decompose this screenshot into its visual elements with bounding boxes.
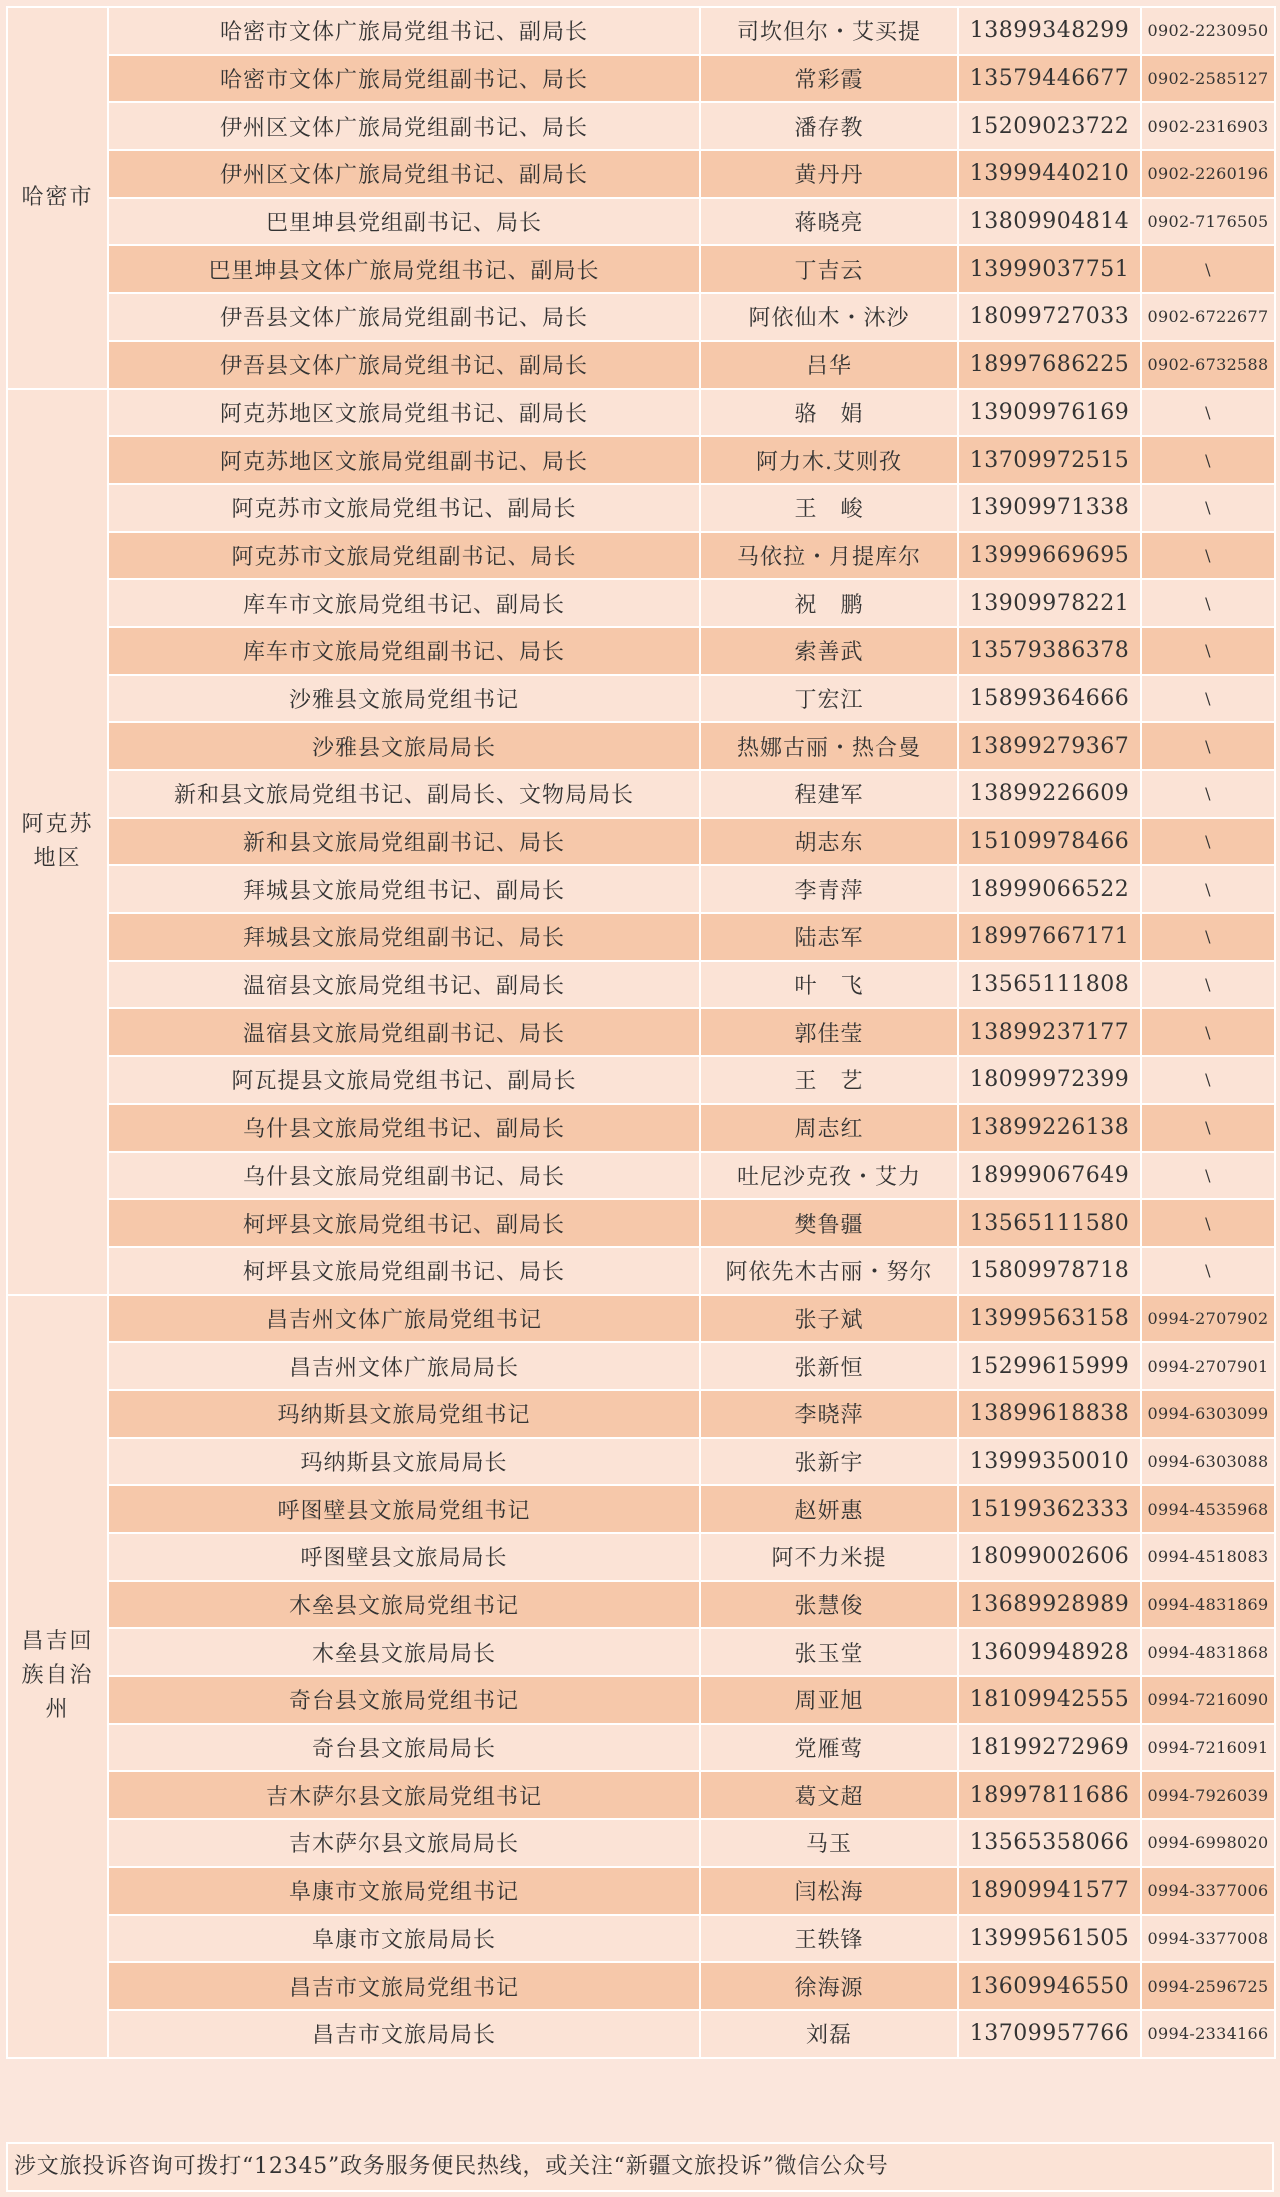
landline-cell: 0902-2230950 — [1141, 7, 1275, 55]
landline-cell: \ — [1141, 818, 1275, 866]
person-name-cell: 祝 鹏 — [700, 579, 958, 627]
mobile-cell: 13899279367 — [958, 722, 1141, 770]
landline-cell: 0994-7926039 — [1141, 1771, 1275, 1819]
position-cell: 呼图壁县文旅局党组书记 — [108, 1485, 700, 1533]
mobile-cell: 13709957766 — [958, 2010, 1141, 2058]
table-row — [7, 389, 1275, 437]
position-cell: 巴里坤县文体广旅局党组书记、副局长 — [108, 245, 700, 293]
mobile-cell: 13609948928 — [958, 1628, 1141, 1676]
mobile-cell: 15109978466 — [958, 818, 1141, 866]
person-name-cell: 阿依先木古丽・努尔 — [700, 1247, 958, 1295]
landline-cell: \ — [1141, 1056, 1275, 1104]
position-cell: 阜康市文旅局党组书记 — [108, 1867, 700, 1915]
position-cell: 伊吾县文体广旅局党组书记、副局长 — [108, 341, 700, 389]
position-cell: 新和县文旅局党组书记、副局长、文物局局长 — [108, 770, 700, 818]
person-name-cell: 王轶锋 — [700, 1915, 958, 1963]
table-row — [7, 913, 1275, 961]
landline-cell: 0994-4535968 — [1141, 1485, 1275, 1533]
mobile-cell: 13909976169 — [958, 389, 1141, 437]
table-row — [7, 1628, 1275, 1676]
region-cell — [7, 1295, 108, 2058]
position-cell: 哈密市文体广旅局党组书记、副局长 — [108, 7, 700, 55]
position-cell: 沙雅县文旅局局长 — [108, 722, 700, 770]
mobile-cell: 18109942555 — [958, 1676, 1141, 1724]
landline-cell: \ — [1141, 961, 1275, 1009]
position-cell: 阜康市文旅局局长 — [108, 1915, 700, 1963]
position-cell: 玛纳斯县文旅局党组书记 — [108, 1390, 700, 1438]
landline-cell: \ — [1141, 865, 1275, 913]
person-name-cell: 樊鲁疆 — [700, 1199, 958, 1247]
mobile-cell: 13689928989 — [958, 1581, 1141, 1629]
table-body — [7, 7, 1275, 2058]
person-name-cell: 刘磊 — [700, 2010, 958, 2058]
mobile-cell: 13899226138 — [958, 1104, 1141, 1152]
person-name-cell: 闫松海 — [700, 1867, 958, 1915]
person-name-cell: 王 艺 — [700, 1056, 958, 1104]
position-cell: 伊吾县文体广旅局党组副书记、局长 — [108, 293, 700, 341]
table-row — [7, 7, 1275, 55]
mobile-cell: 13999350010 — [958, 1438, 1141, 1486]
position-cell: 玛纳斯县文旅局局长 — [108, 1438, 700, 1486]
mobile-cell: 15299615999 — [958, 1342, 1141, 1390]
landline-cell: 0994-3377008 — [1141, 1915, 1275, 1963]
position-cell: 昌吉市文旅局党组书记 — [108, 1962, 700, 2010]
mobile-cell: 13565358066 — [958, 1819, 1141, 1867]
table-row — [7, 961, 1275, 1009]
mobile-cell: 13899348299 — [958, 7, 1141, 55]
person-name-cell: 胡志东 — [700, 818, 958, 866]
mobile-cell: 15809978718 — [958, 1247, 1141, 1295]
position-cell: 沙雅县文旅局党组书记 — [108, 675, 700, 723]
mobile-cell: 18997667171 — [958, 913, 1141, 961]
table-row — [7, 1342, 1275, 1390]
table-row — [7, 1056, 1275, 1104]
mobile-cell: 13899618838 — [958, 1390, 1141, 1438]
table-row — [7, 1199, 1275, 1247]
person-name-cell: 张玉堂 — [700, 1628, 958, 1676]
mobile-cell: 13709972515 — [958, 436, 1141, 484]
table-row — [7, 722, 1275, 770]
landline-cell: 0902-7176505 — [1141, 198, 1275, 246]
landline-cell: 0994-6998020 — [1141, 1819, 1275, 1867]
person-name-cell: 徐海源 — [700, 1962, 958, 2010]
person-name-cell: 王 峻 — [700, 484, 958, 532]
landline-cell: 0994-7216091 — [1141, 1724, 1275, 1772]
person-name-cell: 周亚旭 — [700, 1676, 958, 1724]
landline-cell: 0994-2707902 — [1141, 1295, 1275, 1343]
mobile-cell: 15899364666 — [958, 675, 1141, 723]
person-name-cell: 丁宏江 — [700, 675, 958, 723]
position-cell: 乌什县文旅局党组书记、副局长 — [108, 1104, 700, 1152]
mobile-cell: 18099972399 — [958, 1056, 1141, 1104]
position-cell: 新和县文旅局党组副书记、局长 — [108, 818, 700, 866]
landline-cell: 0902-2585127 — [1141, 55, 1275, 103]
landline-cell: \ — [1141, 1199, 1275, 1247]
person-name-cell: 张慧俊 — [700, 1581, 958, 1629]
person-name-cell: 葛文超 — [700, 1771, 958, 1819]
landline-cell: \ — [1141, 913, 1275, 961]
position-cell: 吉木萨尔县文旅局局长 — [108, 1819, 700, 1867]
landline-cell: 0994-6303088 — [1141, 1438, 1275, 1486]
position-cell: 库车市文旅局党组副书记、局长 — [108, 627, 700, 675]
position-cell: 昌吉州文体广旅局党组书记 — [108, 1295, 700, 1343]
position-cell: 吉木萨尔县文旅局党组书记 — [108, 1771, 700, 1819]
table-row — [7, 1008, 1275, 1056]
footer-note: 涉文旅投诉咨询可拨打“12345”政务服务便民热线，或关注“新疆文旅投诉”微信公众号 — [6, 2142, 1274, 2192]
person-name-cell: 索善武 — [700, 627, 958, 675]
position-cell: 昌吉市文旅局局长 — [108, 2010, 700, 2058]
table-row — [7, 293, 1275, 341]
mobile-cell: 13999563158 — [958, 1295, 1141, 1343]
table-row — [7, 865, 1275, 913]
table-row — [7, 484, 1275, 532]
position-cell: 阿瓦提县文旅局党组书记、副局长 — [108, 1056, 700, 1104]
table-row — [7, 1247, 1275, 1295]
table-row — [7, 245, 1275, 293]
region-name: 哈密市 — [21, 184, 94, 210]
landline-cell: 0902-2316903 — [1141, 102, 1275, 150]
mobile-cell: 13999669695 — [958, 532, 1141, 580]
position-cell: 奇台县文旅局党组书记 — [108, 1676, 700, 1724]
mobile-cell: 13579446677 — [958, 55, 1141, 103]
mobile-cell: 18999066522 — [958, 865, 1141, 913]
person-name-cell: 陆志军 — [700, 913, 958, 961]
person-name-cell: 李晓萍 — [700, 1390, 958, 1438]
person-name-cell: 吐尼沙克孜・艾力 — [700, 1152, 958, 1200]
table-row — [7, 1867, 1275, 1915]
position-cell: 巴里坤县党组副书记、局长 — [108, 198, 700, 246]
landline-cell: \ — [1141, 722, 1275, 770]
mobile-cell: 15209023722 — [958, 102, 1141, 150]
position-cell: 哈密市文体广旅局党组副书记、局长 — [108, 55, 700, 103]
table-row — [7, 150, 1275, 198]
region-name: 阿克苏地区 — [21, 811, 94, 871]
position-cell: 拜城县文旅局党组书记、副局长 — [108, 865, 700, 913]
table-row — [7, 55, 1275, 103]
position-cell: 阿克苏地区文旅局党组书记、副局长 — [108, 389, 700, 437]
table-row — [7, 1295, 1275, 1343]
person-name-cell: 阿不力米提 — [700, 1533, 958, 1581]
mobile-cell: 13565111580 — [958, 1199, 1141, 1247]
mobile-cell: 18099727033 — [958, 293, 1141, 341]
landline-cell: 0902-6722677 — [1141, 293, 1275, 341]
person-name-cell: 郭佳莹 — [700, 1008, 958, 1056]
table-row — [7, 1915, 1275, 1963]
landline-cell: \ — [1141, 1008, 1275, 1056]
table-row — [7, 1771, 1275, 1819]
person-name-cell: 叶 飞 — [700, 961, 958, 1009]
position-cell: 温宿县文旅局党组副书记、局长 — [108, 1008, 700, 1056]
landline-cell: \ — [1141, 245, 1275, 293]
person-name-cell: 张子斌 — [700, 1295, 958, 1343]
mobile-cell: 18997686225 — [958, 341, 1141, 389]
position-cell: 柯坪县文旅局党组书记、副局长 — [108, 1199, 700, 1247]
person-name-cell: 潘存教 — [700, 102, 958, 150]
position-cell: 呼图壁县文旅局局长 — [108, 1533, 700, 1581]
mobile-cell: 18999067649 — [958, 1152, 1141, 1200]
person-name-cell: 党雁莺 — [700, 1724, 958, 1772]
landline-cell: 0994-2596725 — [1141, 1962, 1275, 2010]
position-cell: 奇台县文旅局局长 — [108, 1724, 700, 1772]
table-row — [7, 436, 1275, 484]
person-name-cell: 黄丹丹 — [700, 150, 958, 198]
person-name-cell: 蒋晓亮 — [700, 198, 958, 246]
person-name-cell: 热娜古丽・热合曼 — [700, 722, 958, 770]
region-cell — [7, 7, 108, 389]
position-cell: 伊州区文体广旅局党组副书记、局长 — [108, 102, 700, 150]
mobile-cell: 13565111808 — [958, 961, 1141, 1009]
mobile-cell: 13809904814 — [958, 198, 1141, 246]
mobile-cell: 13579386378 — [958, 627, 1141, 675]
region-cell — [7, 389, 108, 1295]
position-cell: 柯坪县文旅局党组副书记、局长 — [108, 1247, 700, 1295]
position-cell: 库车市文旅局党组书记、副局长 — [108, 579, 700, 627]
contacts-table — [6, 6, 1276, 2059]
landline-cell: 0994-4518083 — [1141, 1533, 1275, 1581]
person-name-cell: 赵妍惠 — [700, 1485, 958, 1533]
mobile-cell: 13999561505 — [958, 1915, 1141, 1963]
person-name-cell: 骆 娟 — [700, 389, 958, 437]
table-row — [7, 675, 1275, 723]
person-name-cell: 张新宇 — [700, 1438, 958, 1486]
table-row — [7, 341, 1275, 389]
table-row — [7, 1581, 1275, 1629]
person-name-cell: 司坎但尔・艾买提 — [700, 7, 958, 55]
person-name-cell: 阿依仙木・沐沙 — [700, 293, 958, 341]
landline-cell: \ — [1141, 627, 1275, 675]
table-row — [7, 1152, 1275, 1200]
table-row — [7, 1485, 1275, 1533]
landline-cell: 0994-2707901 — [1141, 1342, 1275, 1390]
landline-cell: 0902-2260196 — [1141, 150, 1275, 198]
person-name-cell: 李青萍 — [700, 865, 958, 913]
landline-cell: 0994-3377006 — [1141, 1867, 1275, 1915]
mobile-cell: 18909941577 — [958, 1867, 1141, 1915]
mobile-cell: 15199362333 — [958, 1485, 1141, 1533]
table-row — [7, 627, 1275, 675]
person-name-cell: 吕华 — [700, 341, 958, 389]
position-cell: 阿克苏地区文旅局党组副书记、局长 — [108, 436, 700, 484]
mobile-cell: 13909971338 — [958, 484, 1141, 532]
position-cell: 拜城县文旅局党组副书记、局长 — [108, 913, 700, 961]
table-row — [7, 770, 1275, 818]
position-cell: 木垒县文旅局党组书记 — [108, 1581, 700, 1629]
landline-cell: \ — [1141, 1152, 1275, 1200]
table-row — [7, 818, 1275, 866]
position-cell: 木垒县文旅局局长 — [108, 1628, 700, 1676]
landline-cell: \ — [1141, 532, 1275, 580]
table-row — [7, 1962, 1275, 2010]
position-cell: 温宿县文旅局党组书记、副局长 — [108, 961, 700, 1009]
mobile-cell: 18997811686 — [958, 1771, 1141, 1819]
mobile-cell: 13999037751 — [958, 245, 1141, 293]
landline-cell: \ — [1141, 579, 1275, 627]
person-name-cell: 周志红 — [700, 1104, 958, 1152]
mobile-cell: 13999440210 — [958, 150, 1141, 198]
landline-cell: 0902-6732588 — [1141, 341, 1275, 389]
table-row — [7, 1438, 1275, 1486]
person-name-cell: 丁吉云 — [700, 245, 958, 293]
position-cell: 阿克苏市文旅局党组书记、副局长 — [108, 484, 700, 532]
table-row — [7, 1676, 1275, 1724]
mobile-cell: 18099002606 — [958, 1533, 1141, 1581]
landline-cell: 0994-4831869 — [1141, 1581, 1275, 1629]
table-row — [7, 1819, 1275, 1867]
person-name-cell: 常彩霞 — [700, 55, 958, 103]
mobile-cell: 13909978221 — [958, 579, 1141, 627]
person-name-cell: 马玉 — [700, 1819, 958, 1867]
position-cell: 伊州区文体广旅局党组书记、副局长 — [108, 150, 700, 198]
landline-cell: \ — [1141, 675, 1275, 723]
mobile-cell: 13899226609 — [958, 770, 1141, 818]
mobile-cell: 13609946550 — [958, 1962, 1141, 2010]
table-row — [7, 1724, 1275, 1772]
landline-cell: \ — [1141, 770, 1275, 818]
mobile-cell: 13899237177 — [958, 1008, 1141, 1056]
person-name-cell: 阿力木.艾则孜 — [700, 436, 958, 484]
person-name-cell: 马依拉・月提库尔 — [700, 532, 958, 580]
table-row — [7, 198, 1275, 246]
table-row — [7, 1390, 1275, 1438]
landline-cell: 0994-4831868 — [1141, 1628, 1275, 1676]
table-row — [7, 1533, 1275, 1581]
landline-cell: \ — [1141, 484, 1275, 532]
landline-cell: \ — [1141, 1104, 1275, 1152]
person-name-cell: 程建军 — [700, 770, 958, 818]
table-row — [7, 102, 1275, 150]
table-row — [7, 1104, 1275, 1152]
landline-cell: \ — [1141, 436, 1275, 484]
table-row — [7, 2010, 1275, 2058]
table-row — [7, 532, 1275, 580]
landline-cell: \ — [1141, 1247, 1275, 1295]
position-cell: 乌什县文旅局党组副书记、局长 — [108, 1152, 700, 1200]
landline-cell: 0994-7216090 — [1141, 1676, 1275, 1724]
landline-cell: 0994-2334166 — [1141, 2010, 1275, 2058]
mobile-cell: 18199272969 — [958, 1724, 1141, 1772]
table-row — [7, 579, 1275, 627]
person-name-cell: 张新恒 — [700, 1342, 958, 1390]
position-cell: 昌吉州文体广旅局局长 — [108, 1342, 700, 1390]
landline-cell: 0994-6303099 — [1141, 1390, 1275, 1438]
region-name: 昌吉回族自治州 — [21, 1629, 94, 1723]
position-cell: 阿克苏市文旅局党组副书记、局长 — [108, 532, 700, 580]
landline-cell: \ — [1141, 389, 1275, 437]
